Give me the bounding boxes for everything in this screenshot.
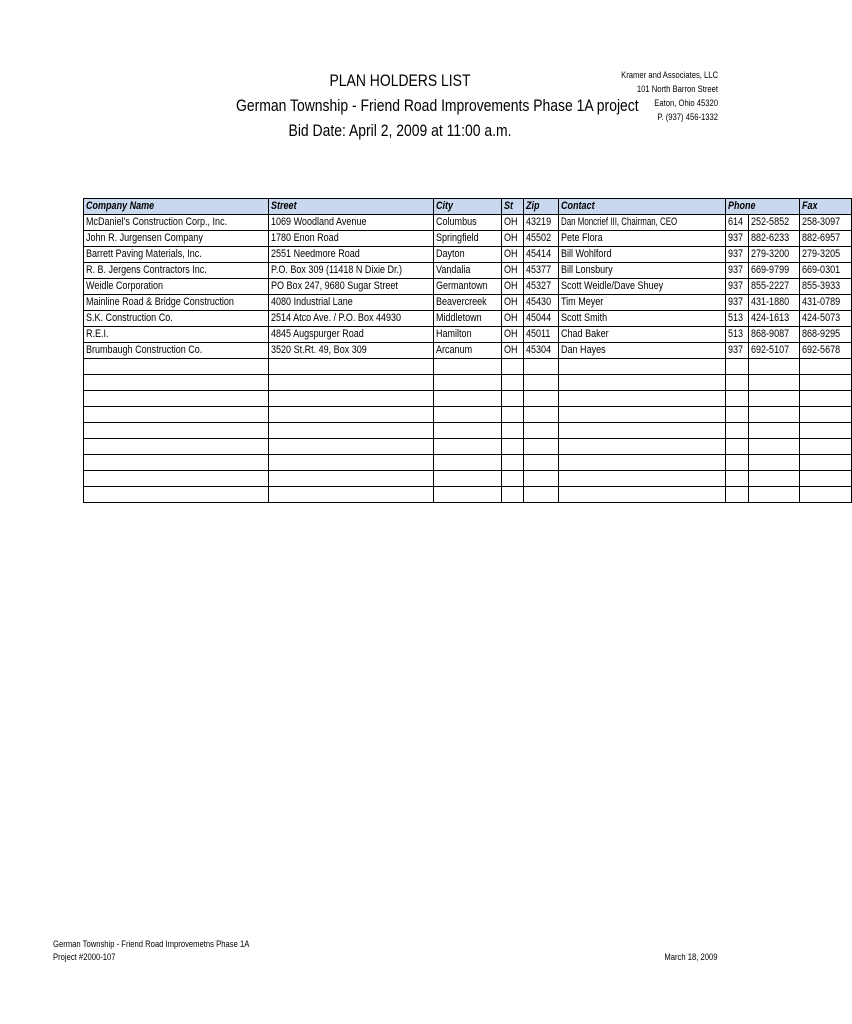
table-row <box>84 327 852 343</box>
empty-cell <box>523 423 559 439</box>
empty-cell <box>84 471 269 487</box>
cell-zip: 45377 <box>523 263 559 279</box>
empty-cell <box>559 391 725 407</box>
empty-cell <box>800 423 852 439</box>
cell-fax: 431-0789 <box>800 295 852 311</box>
empty-cell <box>800 487 852 503</box>
cell-contact: Scott Smith <box>559 311 725 327</box>
empty-cell <box>434 407 502 423</box>
col-header-city: City <box>434 199 502 215</box>
plan-holders-table <box>83 198 852 503</box>
cell-zip: 45414 <box>523 247 559 263</box>
cell-street: 4845 Augspurger Road <box>269 327 434 343</box>
empty-cell <box>434 423 502 439</box>
table-row <box>84 311 852 327</box>
cell-company-name: McDaniel's Construction Corp., Inc. <box>84 215 269 231</box>
cell-phone-area: 937 <box>725 247 748 263</box>
cell-city: Springfield <box>434 231 502 247</box>
cell-street: 2551 Needmore Road <box>269 247 434 263</box>
empty-cell <box>269 375 434 391</box>
cell-zip: 45502 <box>523 231 559 247</box>
empty-cell <box>502 455 524 471</box>
cell-company-name: Barrett Paving Materials, Inc. <box>84 247 269 263</box>
empty-cell <box>559 471 725 487</box>
empty-cell <box>725 407 748 423</box>
empty-cell <box>434 359 502 375</box>
table-row <box>84 295 852 311</box>
empty-cell <box>523 407 559 423</box>
company-city: Eaton, Ohio 45320 <box>654 98 718 108</box>
empty-cell <box>269 471 434 487</box>
cell-city: Beavercreek <box>434 295 502 311</box>
empty-cell <box>748 423 800 439</box>
cell-street: 4080 Industrial Lane <box>269 295 434 311</box>
cell-phone-number: 279-3200 <box>748 247 800 263</box>
empty-cell <box>434 471 502 487</box>
cell-contact: Tim Meyer <box>559 295 725 311</box>
empty-cell <box>800 375 852 391</box>
cell-street: PO Box 247, 9680 Sugar Street <box>269 279 434 295</box>
col-header-fax: Fax <box>800 199 852 215</box>
empty-cell <box>434 455 502 471</box>
empty-cell <box>523 391 559 407</box>
cell-state: OH <box>502 215 524 231</box>
empty-cell <box>748 359 800 375</box>
cell-fax: 692-5678 <box>800 343 852 359</box>
cell-phone-area: 937 <box>725 263 748 279</box>
footer-date: March 18, 2009 <box>664 952 718 962</box>
cell-phone-area: 937 <box>725 343 748 359</box>
empty-table-row <box>84 487 852 503</box>
empty-table-row <box>84 439 852 455</box>
empty-cell <box>559 439 725 455</box>
empty-cell <box>269 487 434 503</box>
cell-phone-area: 513 <box>725 327 748 343</box>
cell-city: Dayton <box>434 247 502 263</box>
empty-cell <box>269 423 434 439</box>
empty-cell <box>725 471 748 487</box>
cell-state: OH <box>502 231 524 247</box>
empty-cell <box>559 407 725 423</box>
cell-company-name: Brumbaugh Construction Co. <box>84 343 269 359</box>
cell-contact: Chad Baker <box>559 327 725 343</box>
empty-cell <box>434 375 502 391</box>
cell-zip: 43219 <box>523 215 559 231</box>
cell-street: 3520 St.Rt. 49, Box 309 <box>269 343 434 359</box>
empty-cell <box>84 423 269 439</box>
cell-contact: Dan Moncrief III, Chairman, CEO <box>559 215 725 231</box>
table-header-row <box>84 199 852 215</box>
empty-cell <box>84 439 269 455</box>
empty-cell <box>84 407 269 423</box>
empty-cell <box>84 359 269 375</box>
table-row <box>84 263 852 279</box>
cell-zip: 45327 <box>523 279 559 295</box>
empty-cell <box>434 439 502 455</box>
empty-cell <box>502 407 524 423</box>
empty-cell <box>84 455 269 471</box>
cell-phone-number: 424-1613 <box>748 311 800 327</box>
cell-contact: Pete Flora <box>559 231 725 247</box>
cell-phone-number: 669-9799 <box>748 263 800 279</box>
col-header-street: Street <box>269 199 434 215</box>
cell-company-name: Mainline Road & Bridge Construction <box>84 295 269 311</box>
empty-cell <box>800 407 852 423</box>
cell-fax: 855-3933 <box>800 279 852 295</box>
empty-table-row <box>84 423 852 439</box>
cell-fax: 424-5073 <box>800 311 852 327</box>
footer-project-info <box>53 938 249 964</box>
empty-cell <box>748 391 800 407</box>
cell-phone-area: 614 <box>725 215 748 231</box>
cell-state: OH <box>502 343 524 359</box>
empty-cell <box>84 375 269 391</box>
company-name: Kramer and Associates, LLC <box>621 70 718 80</box>
company-phone: P. (937) 456-1332 <box>657 112 718 122</box>
empty-cell <box>559 359 725 375</box>
bid-date: Bid Date: April 2, 2009 at 11:00 a.m. <box>288 121 512 140</box>
col-header-phone: Phone <box>725 199 800 215</box>
empty-table-row <box>84 375 852 391</box>
cell-zip: 45044 <box>523 311 559 327</box>
cell-zip: 45011 <box>523 327 559 343</box>
empty-cell <box>725 439 748 455</box>
empty-cell <box>559 487 725 503</box>
cell-phone-number: 868-9087 <box>748 327 800 343</box>
empty-cell <box>725 391 748 407</box>
cell-zip: 45304 <box>523 343 559 359</box>
cell-company-name: S.K. Construction Co. <box>84 311 269 327</box>
cell-fax: 279-3205 <box>800 247 852 263</box>
cell-fax: 882-6957 <box>800 231 852 247</box>
cell-state: OH <box>502 279 524 295</box>
cell-contact: Scott Weidle/Dave Shuey <box>559 279 725 295</box>
empty-cell <box>502 423 524 439</box>
empty-table-row <box>84 471 852 487</box>
cell-city: Arcanum <box>434 343 502 359</box>
empty-cell <box>523 487 559 503</box>
empty-cell <box>748 455 800 471</box>
footer-project-number: Project #2000-107 <box>53 952 116 962</box>
cell-city: Hamilton <box>434 327 502 343</box>
cell-phone-number: 882-6233 <box>748 231 800 247</box>
empty-table-row <box>84 391 852 407</box>
empty-cell <box>800 359 852 375</box>
document-title: PLAN HOLDERS LIST <box>329 71 471 90</box>
cell-street: 1780 Enon Road <box>269 231 434 247</box>
cell-fax: 868-9295 <box>800 327 852 343</box>
empty-cell <box>502 391 524 407</box>
company-street: 101 North Barron Street <box>636 84 718 94</box>
table-row <box>84 231 852 247</box>
empty-cell <box>523 359 559 375</box>
empty-cell <box>502 439 524 455</box>
empty-cell <box>800 455 852 471</box>
cell-contact: Bill Wohlford <box>559 247 725 263</box>
cell-state: OH <box>502 247 524 263</box>
cell-phone-area: 513 <box>725 311 748 327</box>
table-row <box>84 247 852 263</box>
empty-cell <box>748 375 800 391</box>
empty-cell <box>269 455 434 471</box>
empty-cell <box>748 439 800 455</box>
cell-phone-area: 937 <box>725 295 748 311</box>
empty-cell <box>502 359 524 375</box>
cell-city: Vandalia <box>434 263 502 279</box>
empty-cell <box>800 471 852 487</box>
empty-cell <box>434 487 502 503</box>
empty-cell <box>502 471 524 487</box>
empty-cell <box>559 375 725 391</box>
table-row <box>84 343 852 359</box>
empty-cell <box>559 423 725 439</box>
cell-street: 2514 Atco Ave. / P.O. Box 44930 <box>269 311 434 327</box>
col-header-state: St <box>502 199 524 215</box>
cell-fax: 258-3097 <box>800 215 852 231</box>
empty-cell <box>725 423 748 439</box>
col-header-zip: Zip <box>523 199 559 215</box>
cell-city: Germantown <box>434 279 502 295</box>
empty-cell <box>502 375 524 391</box>
empty-cell <box>269 439 434 455</box>
empty-cell <box>725 487 748 503</box>
cell-phone-area: 937 <box>725 279 748 295</box>
empty-cell <box>725 375 748 391</box>
empty-cell <box>434 391 502 407</box>
empty-cell <box>559 455 725 471</box>
col-header-contact: Contact <box>559 199 725 215</box>
cell-phone-number: 431-1880 <box>748 295 800 311</box>
empty-cell <box>748 407 800 423</box>
cell-zip: 45430 <box>523 295 559 311</box>
table-row <box>84 279 852 295</box>
cell-state: OH <box>502 311 524 327</box>
cell-company-name: R. B. Jergens Contractors Inc. <box>84 263 269 279</box>
empty-table-row <box>84 407 852 423</box>
empty-cell <box>800 439 852 455</box>
empty-cell <box>725 359 748 375</box>
empty-cell <box>84 487 269 503</box>
empty-cell <box>269 359 434 375</box>
footer-project-name: German Township - Friend Road Improvemetns Phase 1A <box>53 939 250 949</box>
cell-phone-number: 252-5852 <box>748 215 800 231</box>
table-body <box>84 215 852 503</box>
cell-contact: Dan Hayes <box>559 343 725 359</box>
cell-phone-number: 855-2227 <box>748 279 800 295</box>
empty-cell <box>523 375 559 391</box>
cell-phone-number: 692-5107 <box>748 343 800 359</box>
cell-city: Columbus <box>434 215 502 231</box>
empty-table-row <box>84 359 852 375</box>
table-row <box>84 215 852 231</box>
empty-cell <box>269 391 434 407</box>
company-address-block <box>621 68 718 124</box>
empty-cell <box>800 391 852 407</box>
empty-cell <box>502 487 524 503</box>
col-header-company-name: Company Name <box>84 199 269 215</box>
empty-cell <box>84 391 269 407</box>
cell-street: P.O. Box 309 (11418 N Dixie Dr.) <box>269 263 434 279</box>
cell-company-name: John R. Jurgensen Company <box>84 231 269 247</box>
cell-company-name: Weidle Corporation <box>84 279 269 295</box>
empty-cell <box>269 407 434 423</box>
cell-company-name: R.E.I. <box>84 327 269 343</box>
cell-state: OH <box>502 263 524 279</box>
empty-cell <box>523 455 559 471</box>
empty-table-row <box>84 455 852 471</box>
empty-cell <box>725 455 748 471</box>
empty-cell <box>523 439 559 455</box>
cell-state: OH <box>502 327 524 343</box>
project-title: German Township - Friend Road Improvements Phase 1A project <box>236 96 639 115</box>
cell-state: OH <box>502 295 524 311</box>
cell-street: 1069 Woodland Avenue <box>269 215 434 231</box>
empty-cell <box>748 487 800 503</box>
cell-phone-area: 937 <box>725 231 748 247</box>
cell-contact: Bill Lonsbury <box>559 263 725 279</box>
cell-fax: 669-0301 <box>800 263 852 279</box>
cell-city: Middletown <box>434 311 502 327</box>
empty-cell <box>523 471 559 487</box>
document-header <box>236 68 639 143</box>
empty-cell <box>748 471 800 487</box>
